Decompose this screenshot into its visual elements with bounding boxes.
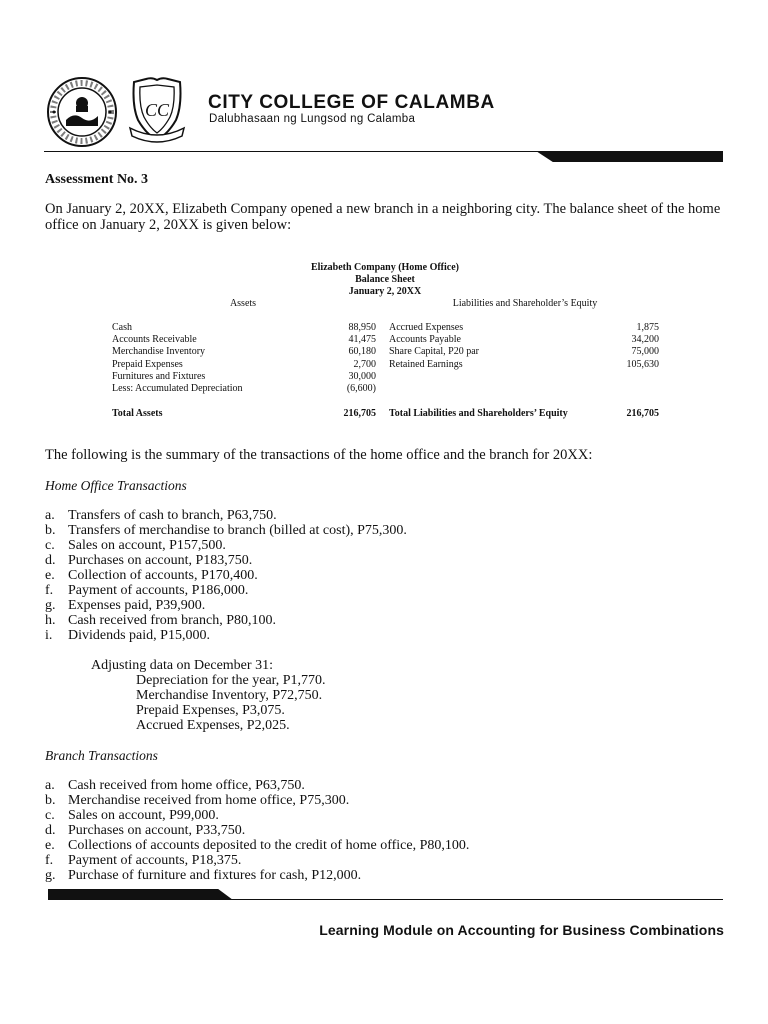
total-assets-label: Total Assets (112, 408, 163, 419)
asset-value: 30,000 (348, 370, 376, 382)
asset-value: 60,180 (348, 346, 376, 358)
adjusting-item: Prepaid Expenses, P3,075. (136, 703, 285, 718)
list-letter: c. (45, 538, 55, 553)
asset-label: Accounts Receivable (112, 334, 197, 346)
total-liabilities-label: Total Liabilities and Shareholders’ Equity (389, 408, 568, 419)
list-letter: b. (45, 523, 56, 538)
liability-value: 1,875 (636, 322, 659, 333)
list-item (45, 808, 469, 823)
list-item (45, 508, 407, 523)
home-office-transactions (45, 508, 407, 643)
asset-value: 2,700 (353, 358, 376, 370)
liability-label: Accrued Expenses (389, 322, 464, 333)
city-college-of-calamba-crest-icon (128, 76, 186, 144)
list-letter: b. (45, 793, 56, 808)
list-letter: a. (45, 778, 55, 793)
list-text: Cash received from branch, P80,100. (68, 613, 276, 628)
list-item (45, 823, 469, 838)
list-text: Expenses paid, P39,900. (68, 598, 206, 613)
list-letter: i. (45, 628, 53, 643)
asset-label: Furnitures and Fixtures (112, 370, 206, 382)
footer-module-title: Learning Module on Accounting for Business Combinations (319, 922, 724, 938)
asset-value: (6,600) (346, 383, 376, 395)
list-item (45, 568, 407, 583)
assessment-title: Assessment No. 3 (45, 172, 149, 187)
list-item (45, 583, 407, 598)
intro-paragraph: On January 2, 20XX, Elizabeth Company opened a new branch in a neighboring city. The balance sheet of the home office on January 2, 20XX is given below: (45, 201, 721, 233)
list-letter: d. (45, 553, 56, 568)
asset-values (300, 322, 376, 395)
balance-sheet-company: Elizabeth Company (Home Office) (310, 262, 460, 273)
college-subtitle: Dalubhasaan ng Lungsod ng Calamba (209, 113, 416, 125)
list-text: Payment of accounts, P18,375. (68, 853, 242, 868)
list-item (45, 553, 407, 568)
list-item (45, 538, 407, 553)
asset-value: 88,950 (348, 322, 376, 333)
balance-sheet-title: Balance Sheet (355, 274, 415, 285)
list-text: Sales on account, P99,000. (68, 808, 219, 823)
list-text: Payment of accounts, P186,000. (68, 583, 249, 598)
adjusting-item: Merchandise Inventory, P72,750. (136, 688, 323, 703)
assets-header: Assets (229, 298, 257, 309)
list-item (45, 853, 469, 868)
list-letter: e. (45, 568, 55, 583)
list-letter: f. (45, 583, 54, 598)
adjusting-data-heading: Adjusting data on December 31: (91, 658, 273, 673)
list-letter: g. (45, 868, 56, 883)
header-divider (44, 151, 542, 152)
list-text: Sales on account, P157,500. (68, 538, 226, 553)
city-of-calamba-seal-icon (46, 76, 118, 148)
list-item (45, 598, 407, 613)
total-assets-value: 216,705 (343, 408, 376, 419)
list-item (45, 838, 469, 853)
list-item (45, 778, 469, 793)
balance-sheet-date: January 2, 20XX (348, 286, 422, 297)
liability-labels (389, 322, 479, 371)
list-letter: h. (45, 613, 56, 628)
summary-paragraph: The following is the summary of the transactions of the home office and the branch for 20XX: (45, 447, 593, 463)
list-text: Purchases on account, P33,750. (68, 823, 246, 838)
header-accent-bar (536, 151, 723, 162)
footer-accent-bar (48, 889, 233, 900)
asset-label: Merchandise Inventory (112, 346, 206, 358)
list-letter: d. (45, 823, 56, 838)
adjusting-item: Accrued Expenses, P2,025. (136, 718, 290, 733)
liability-label: Accounts Payable (389, 334, 461, 346)
list-item (45, 868, 469, 883)
branch-heading: Branch Transactions (45, 748, 158, 763)
list-letter: f. (45, 853, 54, 868)
list-letter: c. (45, 808, 55, 823)
liability-value: 75,000 (631, 346, 659, 358)
list-text: Cash received from home office, P63,750. (68, 778, 305, 793)
list-text: Collections of accounts deposited to the credit of home office, P80,100. (68, 838, 470, 853)
adjusting-data-list (136, 673, 326, 733)
asset-label: Less: Accumulated Depreciation (112, 383, 243, 395)
liability-values (580, 322, 659, 371)
svg-text:CC: CC (144, 100, 170, 120)
liability-label: Share Capital, P20 par (389, 346, 479, 358)
asset-label: Cash (112, 322, 132, 333)
liabilities-header: Liabilities and Shareholder’s Equity (452, 298, 598, 309)
list-text: Purchase of furniture and fixtures for cash, P12,000. (68, 868, 362, 883)
list-letter: e. (45, 838, 55, 853)
list-text: Transfers of cash to branch, P63,750. (68, 508, 277, 523)
branch-transactions (45, 778, 469, 883)
list-text: Dividends paid, P15,000. (68, 628, 210, 643)
list-text: Merchandise received from home office, P75,300. (68, 793, 350, 808)
list-text: Transfers of merchandise to branch (billed at cost), P75,300. (68, 523, 407, 538)
asset-value: 41,475 (348, 334, 376, 346)
list-item (45, 628, 407, 643)
list-item (45, 613, 407, 628)
liability-label: Retained Earnings (389, 358, 463, 370)
list-item (45, 523, 407, 538)
asset-labels (112, 322, 243, 395)
list-text: Purchases on account, P183,750. (68, 553, 253, 568)
liability-value: 105,630 (626, 358, 659, 370)
list-letter: g. (45, 598, 56, 613)
home-office-heading: Home Office Transactions (45, 478, 187, 493)
asset-label: Prepaid Expenses (112, 358, 183, 370)
list-letter: a. (45, 508, 55, 523)
liability-value: 34,200 (631, 334, 659, 346)
adjusting-item: Depreciation for the year, P1,770. (136, 673, 326, 688)
college-name: CITY COLLEGE OF CALAMBA (208, 92, 495, 113)
list-item (45, 793, 469, 808)
total-liabilities-value: 216,705 (626, 408, 659, 419)
list-text: Collection of accounts, P170,400. (68, 568, 258, 583)
footer-divider (228, 899, 723, 900)
